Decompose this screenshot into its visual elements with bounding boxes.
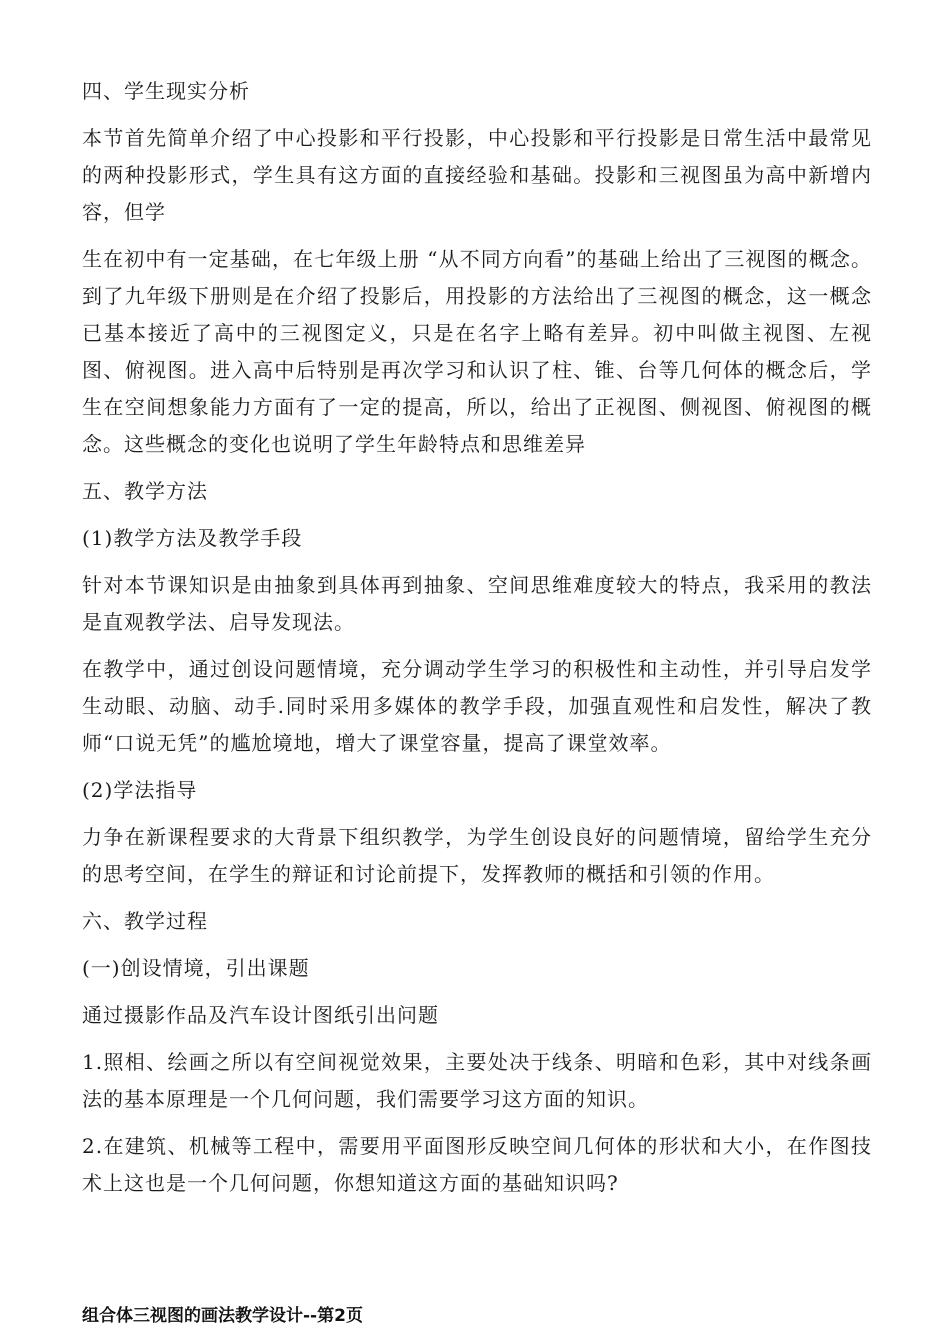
paragraph-projection-intro: 本节首先简单介绍了中心投影和平行投影，中心投影和平行投影是日常生活中最常见的两种投影形式，学生具有这方面的直接经验和基础。投影和三视图虽为高中新增内容，但学 <box>82 126 872 224</box>
paragraph-teaching-approach: 针对本节课知识是由抽象到具体再到抽象、空间思维难度较大的特点，我采用的教法是直观教学法、启导发现法。 <box>82 573 872 634</box>
paragraph-learning-guidance: 力争在新课程要求的大背景下组织教学，为学生创设良好的问题情境，留给学生充分的思考空间，在学生的辩证和讨论前提下，发挥教师的概括和引领的作用。 <box>82 825 872 886</box>
subheading-create-scenario: (一)创设情境，引出课题 <box>82 956 310 980</box>
paragraph-classroom-practice: 在教学中，通过创设问题情境，充分调动学生学习的积极性和主动性，并引导启发学生动眼、动脑、动手.同时采用多媒体的教学手段，加强直观性和启发性，解决了教师“口说无凭”的尴尬境地，增大了课堂容量，提高了课堂效率。 <box>82 657 872 755</box>
section-heading-teaching-methods: 五、教学方法 <box>82 479 208 503</box>
paragraph-item-1: 1.照相、绘画之所以有空间视觉效果，主要处决于线条、明暗和色彩，其中对线条画法的基本原理是一个几何问题，我们需要学习这方面的知识。 <box>82 1050 872 1111</box>
paragraph-photo-and-design: 通过摄影作品及汽车设计图纸引出问题 <box>82 1003 439 1027</box>
page-footer: 组合体三视图的画法教学设计--第2页 <box>82 1306 363 1326</box>
section-heading-teaching-process: 六、教学过程 <box>82 909 208 933</box>
subheading-methods-and-means: (1)教学方法及教学手段 <box>82 526 303 550</box>
paragraph-junior-high-basis: 生在初中有一定基础，在七年级上册 “从不同方向看”的基础上给出了三视图的概念。到了九年级下册则是在介绍了投影后，用投影的方法给出了三视图的概念，这一概念已基本接近了高中的三视图定义，只是在名字上略有差异。初中叫做主视图、左视图、俯视图。进入高中后特别是再次学习和认识了柱、锥、台等几何体的概念后，学生在空间想象能力方面有了一定的提高，所以，给出了正视图、侧视图、俯视图的概念。这些概念的变化也说明了学生年龄特点和思维差异 <box>82 247 872 456</box>
paragraph-item-2: 2.在建筑、机械等工程中，需要用平面图形反映空间几何体的形状和大小，在作图技术上这也是一个几何问题，你想知道这方面的基础知识吗? <box>82 1134 872 1195</box>
section-heading-student-analysis: 四、学生现实分析 <box>82 79 250 103</box>
document-body <box>82 73 872 1212</box>
subheading-learning-guidance: (2)学法指导 <box>82 778 198 802</box>
